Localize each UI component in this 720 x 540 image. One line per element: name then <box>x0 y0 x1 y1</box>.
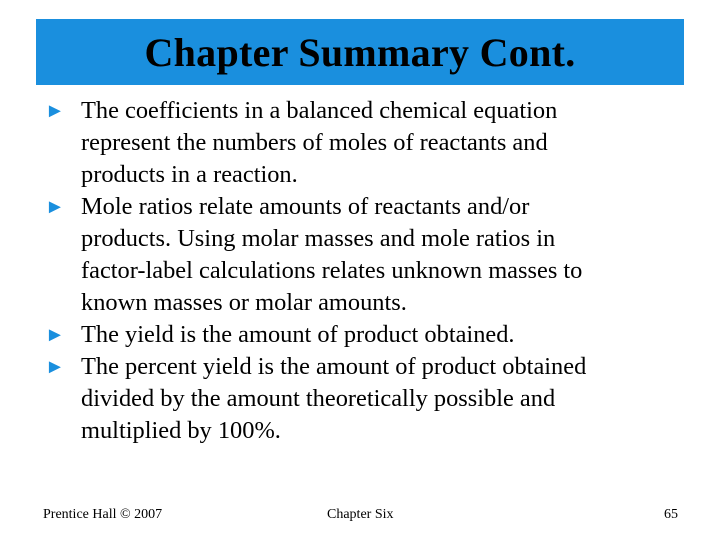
bullet-line: Mole ratios relate amounts of reactants and/or <box>81 193 530 220</box>
bullet-line: The yield is the amount of product obtained. <box>81 321 515 348</box>
bullet-line: divided by the amount theoretically possible and <box>81 385 556 412</box>
bullet-line: The coefficients in a balanced chemical equation <box>81 97 558 124</box>
bullet-line: products in a reaction. <box>81 161 298 188</box>
bullet-item <box>45 351 685 447</box>
bullet-line: known masses or molar amounts. <box>81 289 407 316</box>
bullet-item <box>45 95 685 191</box>
triangle-right-icon: ► <box>45 196 65 218</box>
triangle-right-icon: ► <box>45 356 65 378</box>
bullet-item <box>45 191 685 319</box>
bullet-line: multiplied by 100%. <box>81 417 281 444</box>
slide-title: Chapter Summary Cont. <box>144 29 576 75</box>
bullet-line: products. Using molar masses and mole ratios in <box>81 225 556 252</box>
bullet-item <box>45 319 685 351</box>
title-bar <box>36 19 684 85</box>
triangle-right-icon: ► <box>45 100 65 122</box>
footer <box>0 507 720 527</box>
bullet-line: factor-label calculations relates unknown masses to <box>81 257 583 284</box>
triangle-right-icon: ► <box>45 324 65 346</box>
footer-chapter: Chapter Six <box>327 507 394 522</box>
footer-copyright: Prentice Hall © 2007 <box>43 507 163 522</box>
bullet-line: represent the numbers of moles of reactants and <box>81 129 548 156</box>
bullet-list <box>45 95 685 447</box>
slide-number: 65 <box>664 507 678 522</box>
bullet-line: The percent yield is the amount of product obtained <box>81 353 587 380</box>
